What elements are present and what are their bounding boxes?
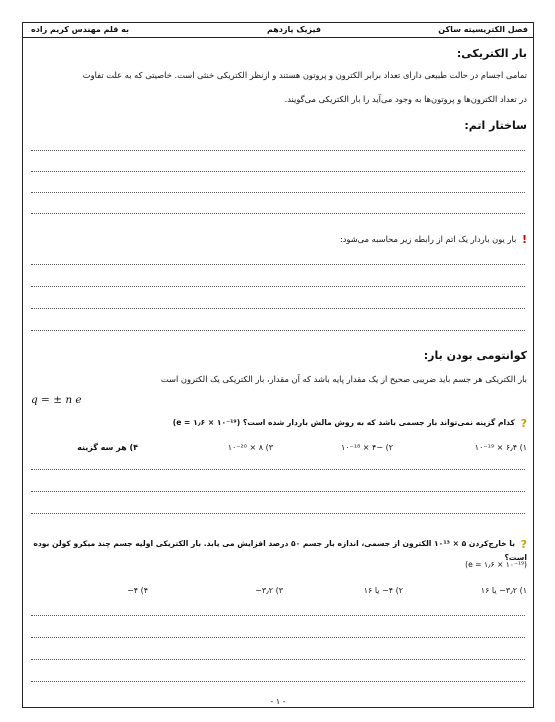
page-number: - ۱ - <box>270 697 286 706</box>
question-1-option-2: ۲) −۴ × ۱۰⁻¹⁸ <box>341 443 393 452</box>
page-header <box>23 23 533 38</box>
blank-line <box>31 659 525 660</box>
blank-line <box>31 264 525 265</box>
blank-line <box>31 615 525 616</box>
question-2-constant: (e = ۱٫۶ × ۱۰⁻¹⁹) <box>465 560 527 569</box>
page-frame <box>22 22 534 708</box>
paragraph-line: تمامی اجسام در حالت طبیعی دارای تعداد برابر الکترون و پروتون هستند و ازنظر الکتریکی خنثی است. خاصیتی که به علت تفاوت <box>82 70 527 80</box>
question-2-option-3: ۳) ۳٫۲− <box>255 586 283 595</box>
question-icon: ? <box>520 537 527 551</box>
section-title-electric-charge: بار الکتریکی: <box>456 47 527 60</box>
question-2-text: با خارج‌کردن ۵ × ۱۰¹³ الکترون از جسمی، اندازه بار جسم ۵۰ درصد افزایش می یابد. بار الکتریکی اولیه جسم چند میکرو کولن بوده است؟ <box>33 539 527 562</box>
blank-line <box>31 491 525 492</box>
section-title-charge-quantization: کوانتومی بودن بار: <box>423 349 527 362</box>
blank-line <box>31 637 525 638</box>
question-1-option-4: ۴) هر سه گزینه <box>77 443 138 452</box>
blank-line <box>31 286 525 287</box>
blank-line <box>31 213 525 214</box>
blank-line <box>31 469 525 470</box>
question-2-option-4: ۴) ۴− <box>127 586 148 595</box>
blank-line <box>31 171 525 172</box>
note-text: بار یون باردار یک اتم از رابطه زیر محاسبه می‌شود: <box>339 234 517 244</box>
paragraph-line: بار الکتریکی هر جسم باید ضریبی صحیح از یک مقدار پایه باشد که آن مقدار، بار الکتریکی یک الکترون است <box>160 374 527 384</box>
blank-line <box>31 681 525 682</box>
blank-line <box>31 150 525 151</box>
question-1-option-1: ۱) ۶٫۴ × ۱۰⁻¹⁹ <box>474 443 527 452</box>
question-2-option-1: ۱) ۳٫۲− یا ۱۶ <box>480 586 527 595</box>
chapter-title: فصل الکتریسیته ساکن <box>438 25 528 34</box>
blank-line <box>31 308 525 309</box>
blank-line <box>31 192 525 193</box>
blank-line <box>31 513 525 514</box>
paragraph-line: در تعداد الکترون‌ها و پروتون‌ها به وجود می‌آید را بار الکتریکی می‌گویند. <box>284 94 527 104</box>
blank-line <box>31 330 525 331</box>
question-2-option-2: ۲) ۴− یا ۱۶ <box>363 586 403 595</box>
author-name: به قلم مهندس کریم زاده <box>31 25 130 34</box>
question-icon: ? <box>520 416 527 430</box>
question-1 <box>29 416 527 430</box>
question-1-text: کدام گزینه نمی‌تواند بار جسمی باشد که به روش مالش باردار شده است؟ (e = ۱٫۶ × ۱۰⁻¹⁹) <box>172 418 515 427</box>
charge-formula: q = ± n e <box>31 394 82 406</box>
note-line <box>29 233 527 246</box>
question-1-option-3: ۳) ۸ × ۱۰⁻²⁰ <box>227 443 273 452</box>
course-title: فیزیک یازدهم <box>267 25 321 34</box>
section-title-atom-structure: ساختار اتم: <box>464 119 527 132</box>
exclamation-icon: ! <box>521 233 527 246</box>
